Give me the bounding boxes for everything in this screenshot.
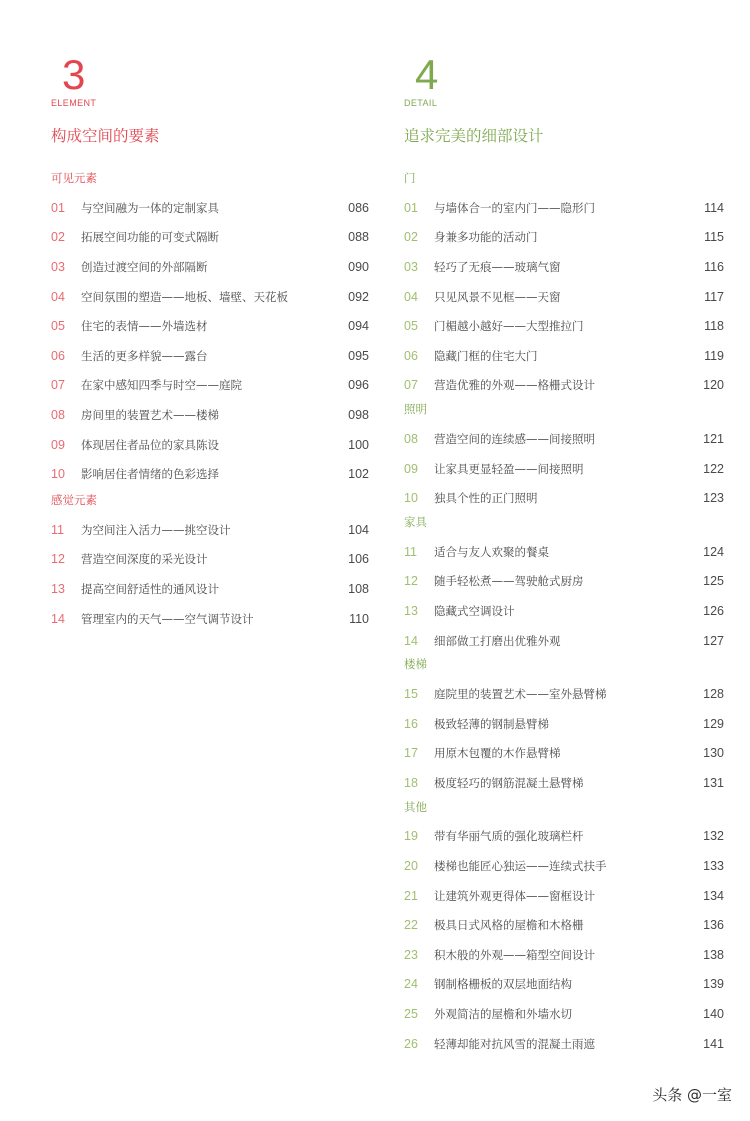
section-label: 家具 (404, 514, 427, 529)
toc-entry[interactable] (404, 483, 724, 513)
entry-number: 04 (404, 289, 418, 304)
toc-entry[interactable] (404, 454, 724, 484)
entry-number: 01 (404, 200, 418, 215)
entry-number: 09 (404, 461, 418, 476)
entry-page-number: 120 (703, 378, 724, 393)
entry-page-number: 139 (703, 977, 724, 992)
entry-page-number: 110 (349, 611, 369, 626)
toc-entry[interactable] (404, 739, 724, 769)
entry-title: 与墙体合一的室内门——隐形门 (434, 200, 595, 215)
chapter-english-label: DETAIL (404, 98, 438, 108)
entry-page-number: 088 (348, 230, 369, 245)
entry-number: 24 (404, 977, 418, 992)
entry-number: 03 (51, 259, 65, 274)
toc-entry[interactable] (51, 282, 369, 312)
section-label: 感觉元素 (51, 492, 97, 507)
entry-title: 轻薄却能对抗风雪的混凝土雨遮 (434, 1036, 595, 1051)
entry-number: 10 (51, 467, 65, 482)
entry-number: 12 (51, 552, 65, 567)
toc-entry[interactable] (51, 223, 369, 253)
entry-page-number: 132 (703, 829, 724, 844)
entry-page-number: 102 (348, 467, 369, 482)
toc-entry[interactable] (404, 282, 724, 312)
toc-entry[interactable] (404, 596, 724, 626)
entry-title: 营造空间深度的采光设计 (81, 552, 208, 567)
entry-title: 拓展空间功能的可变式隔断 (81, 230, 219, 245)
entry-number: 08 (51, 407, 65, 422)
entry-title: 让建筑外观更得体——窗框设计 (434, 888, 595, 903)
entry-number: 25 (404, 1007, 418, 1022)
entry-title: 带有华丽气质的强化玻璃栏杆 (434, 829, 584, 844)
entry-page-number: 141 (703, 1036, 724, 1051)
entry-page-number: 123 (703, 491, 724, 506)
entry-title: 影响居住者情绪的色彩选择 (81, 467, 219, 482)
entry-title: 体现居住者品位的家具陈设 (81, 437, 219, 452)
entry-page-number: 096 (348, 378, 369, 393)
entry-number: 05 (404, 319, 418, 334)
entry-title: 营造空间的连续感——间接照明 (434, 431, 595, 446)
entry-number: 12 (404, 574, 418, 589)
toc-entry[interactable] (404, 822, 724, 852)
toc-entry[interactable] (404, 940, 724, 970)
entry-title: 极度轻巧的钢筋混凝土悬臂梯 (434, 775, 584, 790)
toc-entry[interactable] (51, 400, 369, 430)
entry-number: 22 (404, 918, 418, 933)
entry-number: 02 (51, 230, 65, 245)
toc-entry[interactable] (404, 626, 724, 656)
entry-page-number: 126 (703, 603, 724, 618)
entry-title: 随手轻松煮——驾驶舱式厨房 (434, 574, 584, 589)
section-label: 可见元素 (51, 171, 97, 185)
entry-number: 21 (404, 888, 418, 903)
entry-title: 只见风景不见框——天窗 (434, 289, 561, 304)
entry-page-number: 130 (703, 746, 724, 761)
entry-page-number: 092 (348, 289, 369, 304)
entry-page-number: 134 (703, 888, 724, 903)
toc-entry[interactable] (51, 311, 369, 341)
toc-entry[interactable] (404, 424, 724, 454)
entry-title: 提高空间舒适性的通风设计 (81, 581, 219, 596)
toc-entry[interactable] (404, 537, 724, 567)
entry-page-number: 118 (704, 319, 724, 334)
entry-title: 细部做工打磨出优雅外观 (434, 633, 561, 648)
entry-page-number: 127 (703, 633, 724, 648)
toc-entry[interactable] (51, 604, 369, 634)
right-sections (404, 169, 724, 1058)
entry-page-number: 094 (348, 319, 369, 334)
entry-title: 与空间融为一体的定制家具 (81, 200, 219, 215)
entry-title: 适合与友人欢聚的餐桌 (434, 544, 549, 559)
toc-entry[interactable] (404, 881, 724, 911)
entry-page-number: 129 (703, 716, 724, 731)
entry-page-number: 095 (348, 348, 369, 363)
entry-page-number: 131 (703, 775, 724, 790)
entry-title: 在家中感知四季与时空——庭院 (81, 378, 242, 393)
entry-title: 生活的更多样貌——露台 (81, 348, 208, 363)
entry-number: 11 (51, 522, 64, 537)
chapter-title: 追求完美的细部设计 (404, 127, 544, 145)
toc-entry[interactable] (51, 430, 369, 460)
entry-number: 01 (51, 200, 65, 215)
entry-title: 空间氛围的塑造——地板、墙壁、天花板 (81, 289, 288, 304)
toc-entry[interactable] (51, 545, 369, 575)
section-label: 门 (404, 171, 416, 185)
entry-page-number: 117 (704, 289, 724, 304)
entry-number: 06 (404, 348, 418, 363)
entry-number: 08 (404, 431, 418, 446)
chapter-3-column (51, 51, 369, 633)
entry-title: 极具日式风格的屋檐和木格栅 (434, 918, 584, 933)
toc-entry[interactable] (51, 341, 369, 371)
entry-number: 17 (404, 746, 418, 761)
entry-number: 14 (51, 611, 65, 626)
entry-title: 外观简洁的屋檐和外墙水切 (434, 1007, 572, 1022)
toc-entry[interactable] (404, 709, 724, 739)
entry-title: 身兼多功能的活动门 (434, 230, 538, 245)
entry-number: 16 (404, 716, 418, 731)
toc-entry[interactable] (51, 574, 369, 604)
chapter-english-label: ELEMENT (51, 98, 97, 108)
entry-number: 11 (404, 544, 417, 559)
toc-entry[interactable] (404, 223, 724, 253)
entry-number: 05 (51, 319, 65, 334)
watermark: 头条 @一室 (652, 1086, 732, 1104)
chapter-4-column (404, 51, 724, 1058)
entry-number: 03 (404, 259, 418, 274)
entry-page-number: 114 (704, 200, 724, 215)
entry-title: 用原木包覆的木作悬臂梯 (434, 746, 561, 761)
entry-title: 轻巧了无痕——玻璃气窗 (434, 259, 561, 274)
entry-page-number: 116 (704, 259, 724, 274)
entry-page-number: 098 (348, 407, 369, 422)
entry-title: 营造优雅的外观——格栅式设计 (434, 378, 595, 393)
toc-entry[interactable] (404, 567, 724, 597)
toc-entry[interactable] (404, 371, 724, 401)
chapter-number: 3 (62, 51, 86, 98)
entry-page-number: 128 (703, 687, 724, 702)
toc-entry[interactable] (404, 970, 724, 1000)
toc-entry[interactable] (51, 371, 369, 401)
entry-page-number: 119 (704, 348, 724, 363)
toc-entry[interactable] (404, 768, 724, 798)
entry-title: 积木般的外观——箱型空间设计 (434, 947, 595, 962)
toc-entry[interactable] (404, 341, 724, 371)
entry-title: 隐藏门框的住宅大门 (434, 348, 538, 363)
entry-title: 楼梯也能匠心独运——连续式扶手 (434, 859, 607, 874)
entry-title: 门楣越小越好——大型推拉门 (434, 319, 584, 334)
entry-page-number: 106 (348, 552, 369, 567)
entry-number: 26 (404, 1036, 418, 1051)
entry-title: 创造过渡空间的外部隔断 (81, 259, 208, 274)
entry-title: 为空间注入活力——挑空设计 (81, 522, 231, 537)
entry-page-number: 121 (703, 431, 724, 446)
entry-page-number: 122 (703, 461, 724, 476)
entry-page-number: 104 (348, 522, 369, 537)
toc-entry[interactable] (404, 193, 724, 223)
entry-page-number: 124 (703, 544, 724, 559)
entry-number: 20 (404, 859, 418, 874)
toc-entry[interactable] (404, 679, 724, 709)
entry-title: 钢制格栅板的双层地面结构 (434, 977, 572, 992)
entry-number: 07 (404, 378, 418, 393)
entry-number: 18 (404, 775, 418, 790)
entry-title: 房间里的装置艺术——楼梯 (81, 407, 219, 422)
entry-number: 13 (404, 603, 418, 618)
entry-page-number: 133 (703, 859, 724, 874)
chapter-title: 构成空间的要素 (51, 127, 160, 145)
entry-page-number: 108 (348, 581, 369, 596)
entry-page-number: 136 (703, 918, 724, 933)
toc-entry[interactable] (404, 851, 724, 881)
entry-number: 06 (51, 348, 65, 363)
toc-entry[interactable] (51, 252, 369, 282)
entry-number: 13 (51, 581, 65, 596)
entry-number: 09 (51, 437, 65, 452)
entry-title: 庭院里的装置艺术——室外悬臂梯 (434, 687, 607, 702)
toc-entry[interactable] (404, 999, 724, 1029)
entry-title: 让家具更显轻盈——间接照明 (434, 461, 584, 476)
entry-page-number: 140 (703, 1007, 724, 1022)
section-label: 照明 (404, 402, 427, 417)
chapter-number: 4 (415, 51, 439, 98)
entry-title: 独具个性的正门照明 (434, 491, 538, 506)
entry-title: 隐藏式空调设计 (434, 603, 515, 618)
entry-number: 04 (51, 289, 65, 304)
entry-page-number: 138 (703, 947, 724, 962)
entry-page-number: 090 (348, 259, 369, 274)
toc-entry[interactable] (51, 459, 369, 489)
entry-number: 19 (404, 829, 418, 844)
toc-entry[interactable] (51, 193, 369, 223)
entry-number: 14 (404, 633, 418, 648)
section-label: 其他 (404, 799, 427, 814)
toc-entry[interactable] (404, 311, 724, 341)
left-sections (51, 169, 369, 633)
entry-number: 10 (404, 491, 418, 506)
entry-title: 管理室内的天气——空气调节设计 (81, 611, 254, 626)
entry-title: 住宅的表情——外墙选材 (81, 319, 208, 334)
toc-entry[interactable] (404, 252, 724, 282)
entry-page-number: 125 (703, 574, 724, 589)
entry-page-number: 100 (348, 437, 369, 452)
entry-page-number: 115 (704, 230, 724, 245)
section-label: 楼梯 (404, 657, 427, 672)
entry-number: 07 (51, 378, 65, 393)
toc-entry[interactable] (404, 1029, 724, 1059)
entry-number: 15 (404, 687, 418, 702)
entry-title: 极致轻薄的钢制悬臂梯 (434, 716, 549, 731)
entry-number: 23 (404, 947, 418, 962)
entry-number: 02 (404, 230, 418, 245)
toc-entry[interactable] (404, 910, 724, 940)
entry-page-number: 086 (348, 200, 369, 215)
toc-entry[interactable] (51, 515, 369, 545)
